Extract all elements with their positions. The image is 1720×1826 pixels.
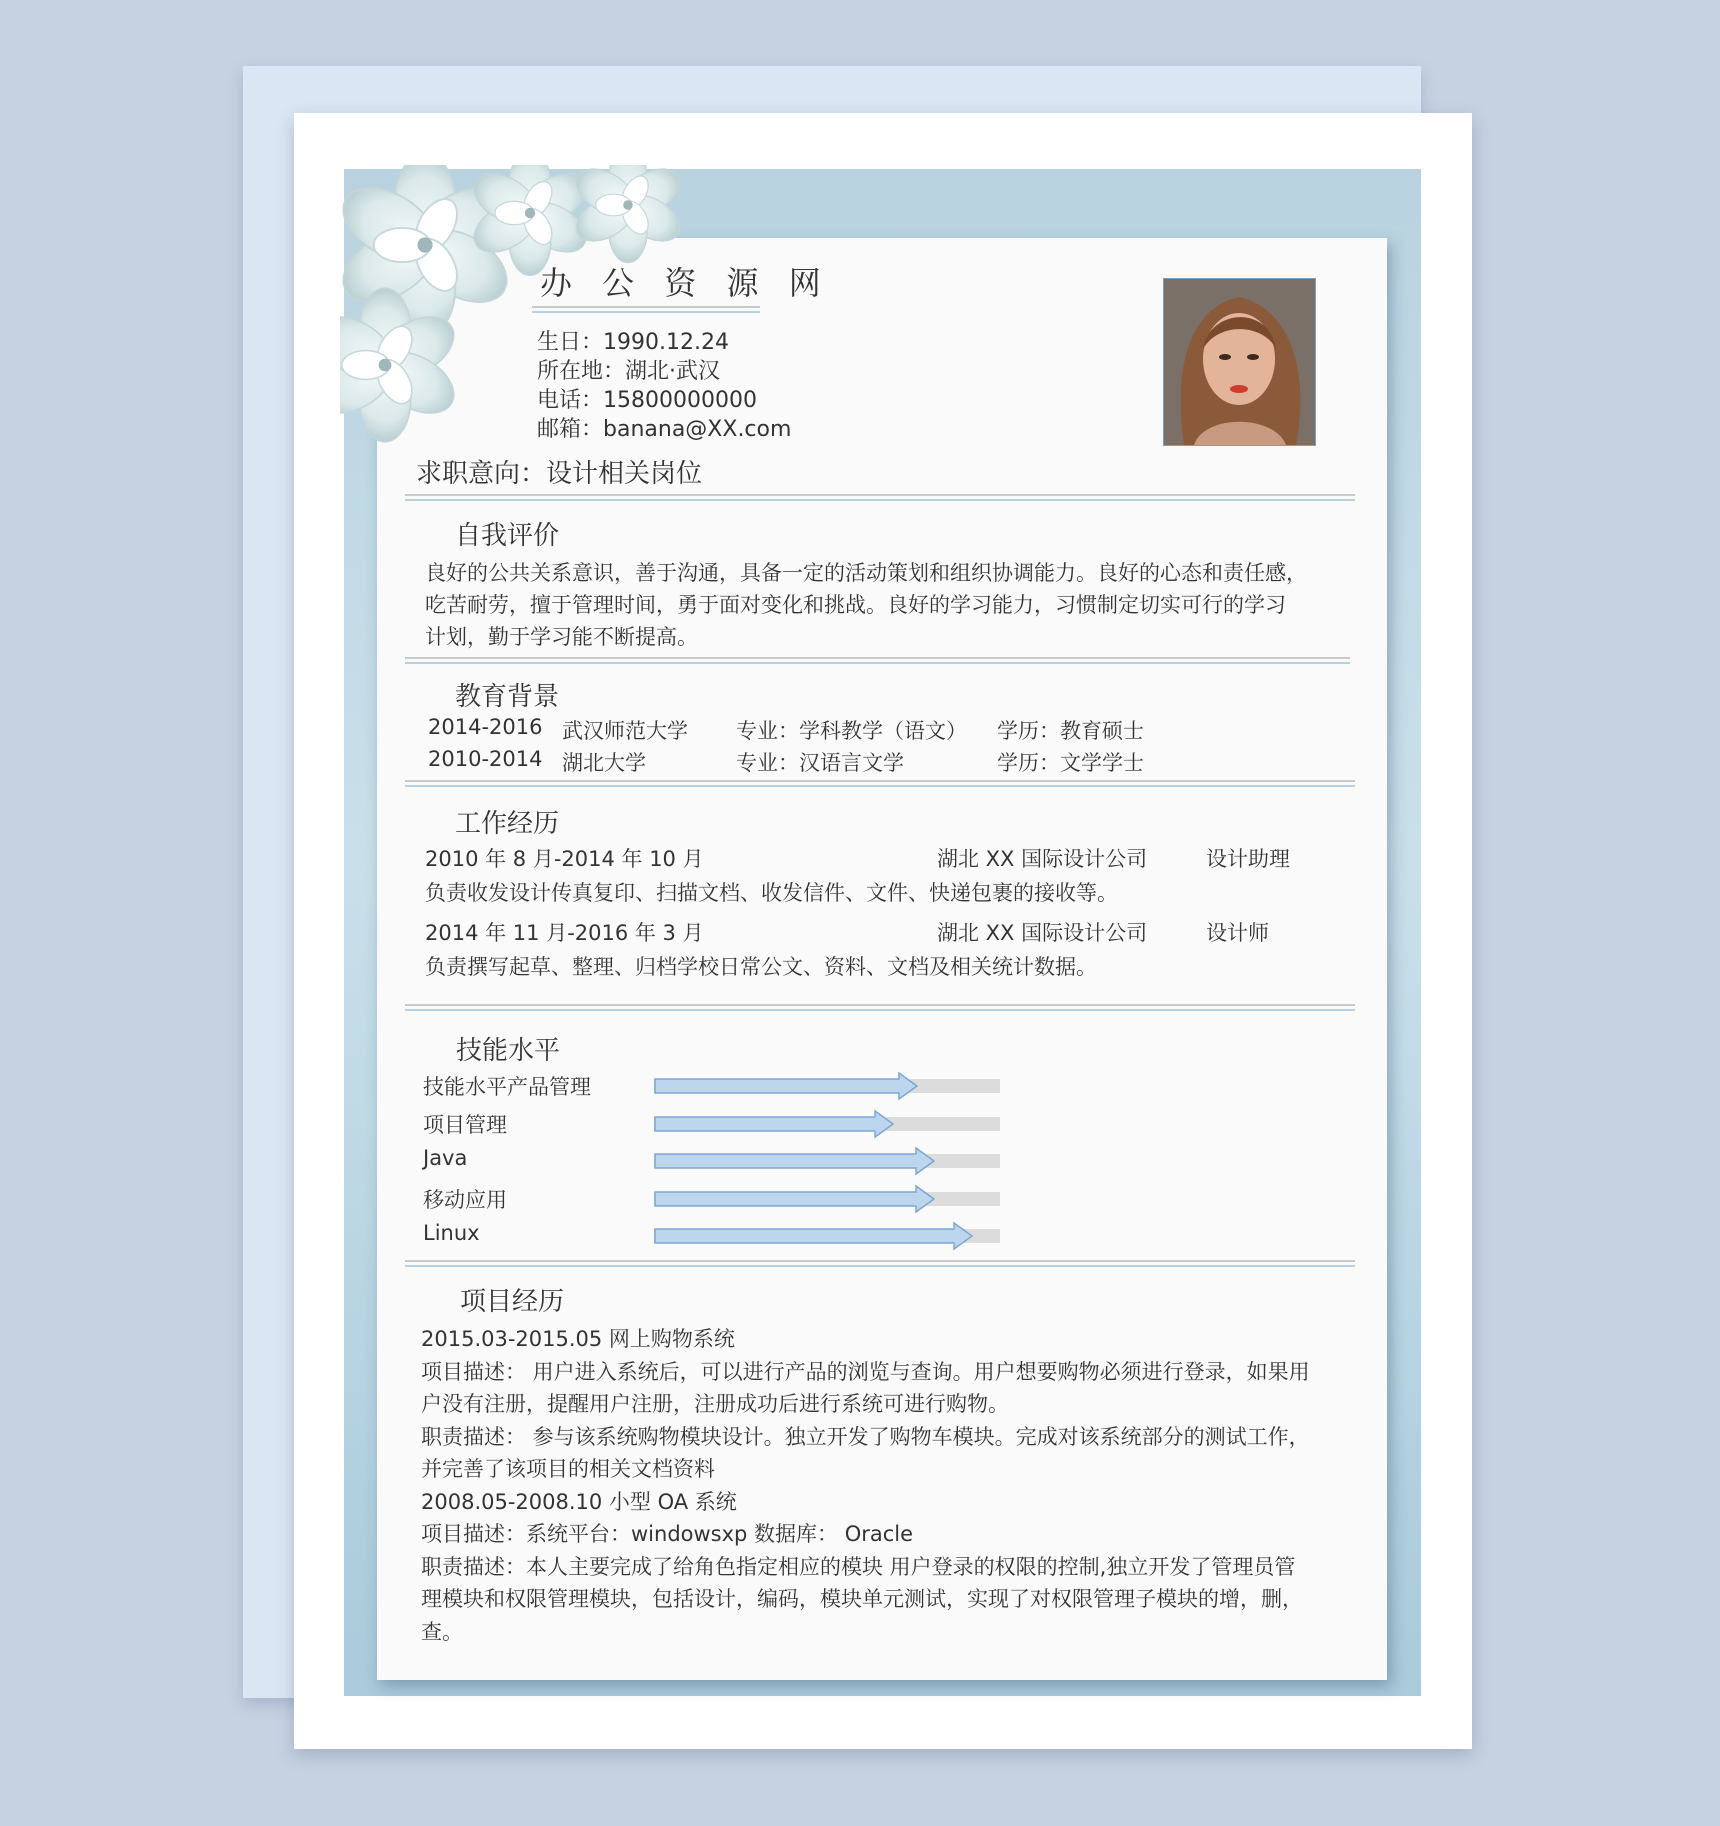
location: 所在地：湖北·武汉 xyxy=(537,359,720,384)
edu-degree: 学历：教育硕士 xyxy=(997,719,1144,743)
self-eval-line: 良好的公共关系意识，善于沟通，具备一定的活动策划和组织协调能力。良好的心态和责任感， xyxy=(425,561,1307,585)
phone: 电话：15800000000 xyxy=(537,388,757,413)
skill-label: 移动应用 xyxy=(423,1187,507,1212)
edu-years: 2014-2016 xyxy=(428,715,543,739)
skill-level-arrow xyxy=(654,1221,974,1251)
work-title: 工作经历 xyxy=(455,809,560,839)
project-line: 查。 xyxy=(421,1619,463,1644)
project-line: 户没有注册，提醒用户注册，注册成功后进行系统可进行购物。 xyxy=(421,1392,1009,1416)
job-company: 湖北 XX 国际设计公司 xyxy=(937,847,1148,871)
skills-title: 技能水平 xyxy=(456,1036,561,1066)
project-line: 职责描述：本人主要完成了给角色指定相应的模块 用户登录的权限的控制,独立开发了管理员管 xyxy=(421,1554,1296,1579)
edu-major: 专业：学科教学（语文） xyxy=(736,719,967,743)
divider-4 xyxy=(405,1004,1355,1006)
project-line: 2008.05-2008.10 小型 OA 系统 xyxy=(421,1489,737,1514)
project-line: 项目描述：系统平台：windowsxp 数据库： Oracle xyxy=(421,1522,914,1546)
skill-label: Java xyxy=(423,1146,468,1170)
divider-1 xyxy=(405,494,1355,496)
job-period: 2014 年 11 月-2016 年 3 月 xyxy=(425,921,704,945)
skill-level-arrow xyxy=(654,1184,936,1214)
edu-degree: 学历：文学学士 xyxy=(997,751,1144,775)
job-role: 设计助理 xyxy=(1206,847,1290,871)
name-underline xyxy=(532,306,760,308)
edu-school: 武汉师范大学 xyxy=(562,719,688,743)
self-eval-title: 自我评价 xyxy=(455,521,560,551)
project-line: 项目描述： 用户进入系统后，可以进行产品的浏览与查询。用户想要购物必须进行登录，如果用 xyxy=(421,1359,1310,1384)
project-line: 2015.03-2015.05 网上购物系统 xyxy=(421,1327,735,1351)
birthday: 生日：1990.12.24 xyxy=(537,330,729,355)
skill-label: 项目管理 xyxy=(423,1112,507,1137)
job-company: 湖北 XX 国际设计公司 xyxy=(937,921,1148,945)
edu-major: 专业：汉语言文学 xyxy=(736,751,904,775)
edu-school: 湖北大学 xyxy=(562,751,646,775)
project-line: 职责描述： 参与该系统购物模块设计。独立开发了购物车模块。完成对该系统部分的测试工作， xyxy=(421,1424,1310,1449)
projects-title: 项目经历 xyxy=(460,1287,565,1317)
divider-5 xyxy=(405,1260,1355,1262)
email: 邮箱：banana@XX.com xyxy=(537,417,792,442)
skill-level-arrow xyxy=(654,1109,895,1139)
job-period: 2010 年 8 月-2014 年 10 月 xyxy=(425,847,704,871)
job-desc: 负责收发设计传真复印、扫描文档、收发信件、文件、快递包裹的接收等。 xyxy=(425,881,1118,905)
job-intent: 求职意向：设计相关岗位 xyxy=(416,459,703,489)
skill-level-arrow xyxy=(654,1146,936,1176)
job-role: 设计师 xyxy=(1206,921,1269,945)
profile-photo xyxy=(1163,278,1316,446)
self-eval-line: 计划，勤于学习能不断提高。 xyxy=(425,625,698,649)
resume-name: 办 公 资 源 网 xyxy=(540,264,831,302)
education-title: 教育背景 xyxy=(455,682,560,712)
project-line: 理模块和权限管理模块，包括设计，编码，模块单元测试，实现了对权限管理子模块的增，删， xyxy=(421,1587,1303,1611)
job-desc: 负责撰写起草、整理、归档学校日常公文、资料、文档及相关统计数据。 xyxy=(425,955,1097,979)
self-eval-line: 吃苦耐劳，擅于管理时间，勇于面对变化和挑战。良好的学习能力，习惯制定切实可行的学习 xyxy=(425,593,1286,617)
project-line: 并完善了该项目的相关文档资料 xyxy=(421,1457,715,1481)
skill-level-arrow xyxy=(654,1071,919,1101)
skill-label: 技能水平产品管理 xyxy=(423,1075,591,1099)
edu-years: 2010-2014 xyxy=(428,747,543,771)
skill-label: Linux xyxy=(423,1221,480,1245)
divider-2 xyxy=(405,657,1350,659)
divider-3 xyxy=(405,780,1355,782)
